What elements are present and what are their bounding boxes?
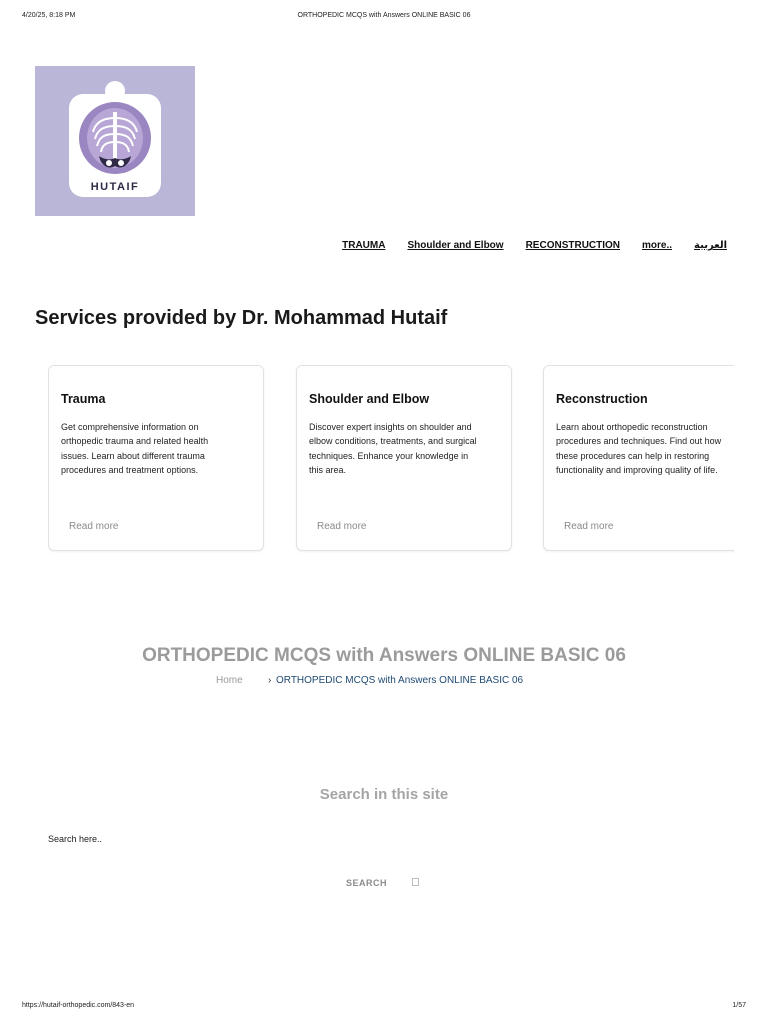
page-title: ORTHOPEDIC MCQS with Answers ONLINE BASIC 06 [142, 645, 626, 666]
card-text: Discover expert insights on shoulder and elbow conditions, treatments, and surgical techniques. Enhance your knowledge in this area. [309, 422, 477, 475]
card-title: Trauma [61, 392, 106, 406]
print-date: 4/20/25, 8:18 PM [22, 12, 76, 19]
main-nav [342, 240, 727, 251]
card-text: Get comprehensive information on orthopedic trauma and related health issues. Learn about different trauma procedures and treatment options. [61, 422, 209, 475]
print-page-number: 1/57 [732, 1002, 746, 1009]
breadcrumb-home[interactable]: Home [216, 675, 243, 686]
search-title: Search in this site [319, 786, 449, 803]
print-title: ORTHOPEDIC MCQS with Answers ONLINE BASIC 06 [297, 12, 471, 19]
breadcrumb-separator-icon: › [268, 675, 272, 686]
read-more-link[interactable]: Read more [69, 521, 119, 532]
card-title: Shoulder and Elbow [309, 392, 430, 406]
breadcrumb [216, 675, 524, 686]
nav-item-trauma[interactable]: TRAUMA [342, 240, 386, 251]
service-card-shoulder-elbow [296, 365, 512, 551]
read-more-link[interactable]: Read more [564, 521, 614, 532]
search-input[interactable] [40, 828, 728, 850]
read-more-link[interactable]: Read more [317, 521, 367, 532]
svg-text:HUTAIF: HUTAIF [90, 181, 140, 193]
print-header [22, 12, 746, 22]
services-carousel [48, 365, 734, 553]
breadcrumb-current: ORTHOPEDIC MCQS with Answers ONLINE BASIC 06 [276, 675, 524, 686]
search-button[interactable]: SEARCH [346, 878, 388, 888]
services-title: Services provided by Dr. Mohammad Hutaif [35, 307, 448, 329]
nav-item-reconstruction[interactable]: RECONSTRUCTION [525, 240, 621, 251]
hutaif-body-logo-icon [35, 66, 195, 216]
service-card-trauma [48, 365, 264, 551]
nav-item-more[interactable]: more.. [642, 240, 673, 251]
search-icon[interactable] [412, 878, 419, 886]
service-card-reconstruction [543, 365, 734, 551]
card-title: Reconstruction [556, 392, 648, 406]
site-logo[interactable] [35, 66, 195, 216]
nav-item-arabic[interactable]: العربية [694, 240, 727, 251]
card-text: Learn about orthopedic reconstruction procedures and techniques. Find out how these procedures can help in restoring functionality and improving quality of life. [556, 422, 722, 475]
nav-item-shoulder-elbow[interactable]: Shoulder and Elbow [407, 240, 504, 251]
print-url: https://hutaif-orthopedic.com/843-en [22, 1002, 135, 1009]
